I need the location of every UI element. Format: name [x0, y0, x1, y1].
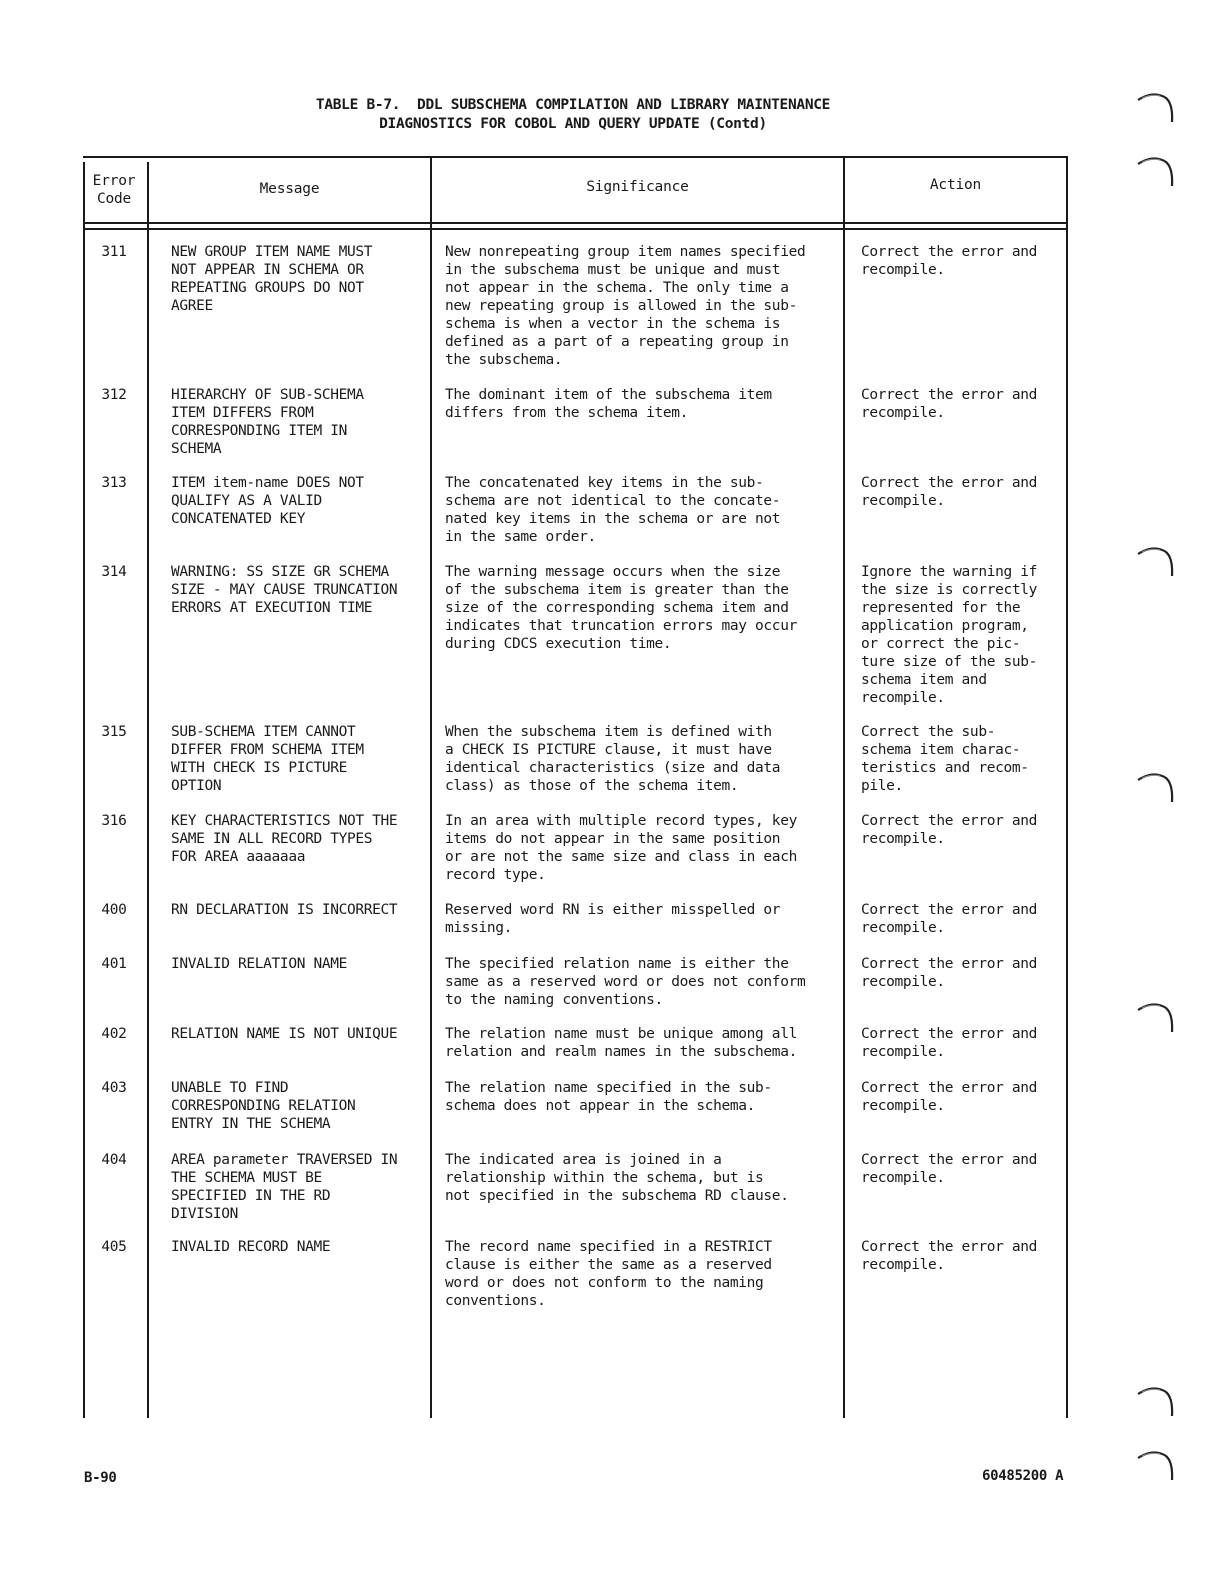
table-title-line-1: TABLE B-7. DDL SUBSCHEMA COMPILATION AND LIBRARY MAINTENANCE: [315, 97, 831, 113]
significance-text: The record name specified in a RESTRICT clause is either the same as a reserved word or does not conform to the naming conventions.: [445, 1239, 772, 1309]
binder-ring-mark: [1136, 1444, 1176, 1484]
message-text: KEY CHARACTERISTICS NOT THE SAME IN ALL RECORD TYPES FOR AREA aaaaaaa: [171, 813, 398, 865]
table-top-border: [83, 156, 1068, 158]
action-text: Correct the error and recompile.: [861, 1080, 1037, 1114]
action-text: Correct the error and recompile.: [861, 902, 1037, 936]
action-text: Correct the error and recompile.: [861, 1152, 1037, 1186]
binder-ring-mark: [1136, 150, 1176, 190]
significance-text: The relation name must be unique among all relation and realm names in the subschema.: [445, 1026, 797, 1060]
action-text: Correct the sub- schema item charac- teristics and recom- pile.: [861, 724, 1029, 794]
binder-ring-mark: [1136, 86, 1176, 126]
header-action: Action: [929, 177, 982, 193]
error-code: 402: [101, 1026, 127, 1042]
page-number: B-90: [84, 1470, 117, 1486]
significance-text: The dominant item of the subschema item differs from the schema item.: [445, 387, 772, 421]
message-text: WARNING: SS SIZE GR SCHEMA SIZE - MAY CAUSE TRUNCATION ERRORS AT EXECUTION TIME: [171, 564, 398, 616]
right-border: [1066, 156, 1068, 1418]
significance-text: In an area with multiple record types, key items do not appear in the same position or are not the same size and class in each record type.: [445, 813, 797, 883]
message-text: UNABLE TO FIND CORRESPONDING RELATION ENTRY IN THE SCHEMA: [171, 1080, 356, 1132]
message-text: INVALID RELATION NAME: [171, 956, 347, 972]
action-text: Correct the error and recompile.: [861, 1239, 1037, 1273]
binder-ring-mark: [1136, 540, 1176, 580]
error-code: 316: [101, 813, 127, 829]
significance-text: When the subschema item is defined with a CHECK IS PICTURE clause, it must have identical characteristics (size and data class) as those of the schema item.: [445, 724, 781, 794]
error-code: 401: [101, 956, 127, 972]
message-text: INVALID RECORD NAME: [171, 1239, 331, 1255]
action-text: Correct the error and recompile.: [861, 1026, 1037, 1060]
diagnostics-table: [83, 156, 1068, 1422]
error-code: 400: [101, 902, 127, 918]
binder-ring-mark: [1136, 1380, 1176, 1420]
message-text: NEW GROUP ITEM NAME MUST NOT APPEAR IN SCHEMA OR REPEATING GROUPS DO NOT AGREE: [171, 244, 373, 314]
message-text: HIERARCHY OF SUB-SCHEMA ITEM DIFFERS FROM CORRESPONDING ITEM IN SCHEMA: [171, 387, 364, 457]
binder-ring-mark: [1136, 766, 1176, 806]
significance-text: New nonrepeating group item names specified in the subschema must be unique and must not appear in the schema. The only time a new repeating group is allowed in the sub- schema is when a vector in the schema is defined as a part of a repeating group in the subschema.: [445, 244, 806, 368]
action-text: Correct the error and recompile.: [861, 475, 1037, 509]
significance-text: The warning message occurs when the size of the subschema item is greater than the size of the corresponding schema item and indicates that truncation errors may occur during CDCS execution time.: [445, 564, 797, 652]
table-title: [0, 96, 1146, 134]
significance-text: The specified relation name is either the same as a reserved word or does not conform to the naming conventions.: [445, 956, 806, 1008]
table-title-line-2: DIAGNOSTICS FOR COBOL AND QUERY UPDATE (Contd): [379, 116, 767, 132]
error-code: 312: [101, 387, 127, 403]
action-text: Correct the error and recompile.: [861, 813, 1037, 847]
error-code: 315: [101, 724, 127, 740]
significance-text: The indicated area is joined in a relationship within the schema, but is not specified in the subschema RD clause.: [445, 1152, 789, 1204]
header-separator-top: [83, 222, 1068, 224]
significance-text: The relation name specified in the sub- schema does not appear in the schema.: [445, 1080, 772, 1114]
significance-text: The concatenated key items in the sub- schema are not identical to the concate- nated key items in the schema or are not in the same order.: [445, 475, 781, 545]
message-text: ITEM item-name DOES NOT QUALIFY AS A VALID CONCATENATED KEY: [171, 475, 364, 527]
error-code: 405: [101, 1239, 127, 1255]
error-code: 313: [101, 475, 127, 491]
message-text: SUB-SCHEMA ITEM CANNOT DIFFER FROM SCHEMA ITEM WITH CHECK IS PICTURE OPTION: [171, 724, 364, 794]
header-error-code: Error Code: [92, 173, 136, 207]
action-text: Correct the error and recompile.: [861, 244, 1037, 278]
message-text: RELATION NAME IS NOT UNIQUE: [171, 1026, 398, 1042]
error-code: 311: [101, 244, 127, 260]
message-text: AREA parameter TRAVERSED IN THE SCHEMA MUST BE SPECIFIED IN THE RD DIVISION: [171, 1152, 398, 1222]
column-divider-1: [147, 162, 149, 1418]
action-text: Ignore the warning if the size is correctly represented for the application program, or correct the pic- ture size of the sub- schema item and recompile.: [861, 564, 1037, 706]
error-code: 403: [101, 1080, 127, 1096]
header-significance: Significance: [586, 179, 689, 195]
action-text: Correct the error and recompile.: [861, 956, 1037, 990]
significance-text: Reserved word RN is either misspelled or missing.: [445, 902, 781, 936]
binder-ring-mark: [1136, 996, 1176, 1036]
document-number: 60485200 A: [982, 1468, 1064, 1484]
header-message: Message: [259, 181, 320, 197]
message-text: RN DECLARATION IS INCORRECT: [171, 902, 398, 918]
error-code: 404: [101, 1152, 127, 1168]
error-code: 314: [101, 564, 127, 580]
header-separator-bottom: [83, 228, 1068, 230]
action-text: Correct the error and recompile.: [861, 387, 1037, 421]
